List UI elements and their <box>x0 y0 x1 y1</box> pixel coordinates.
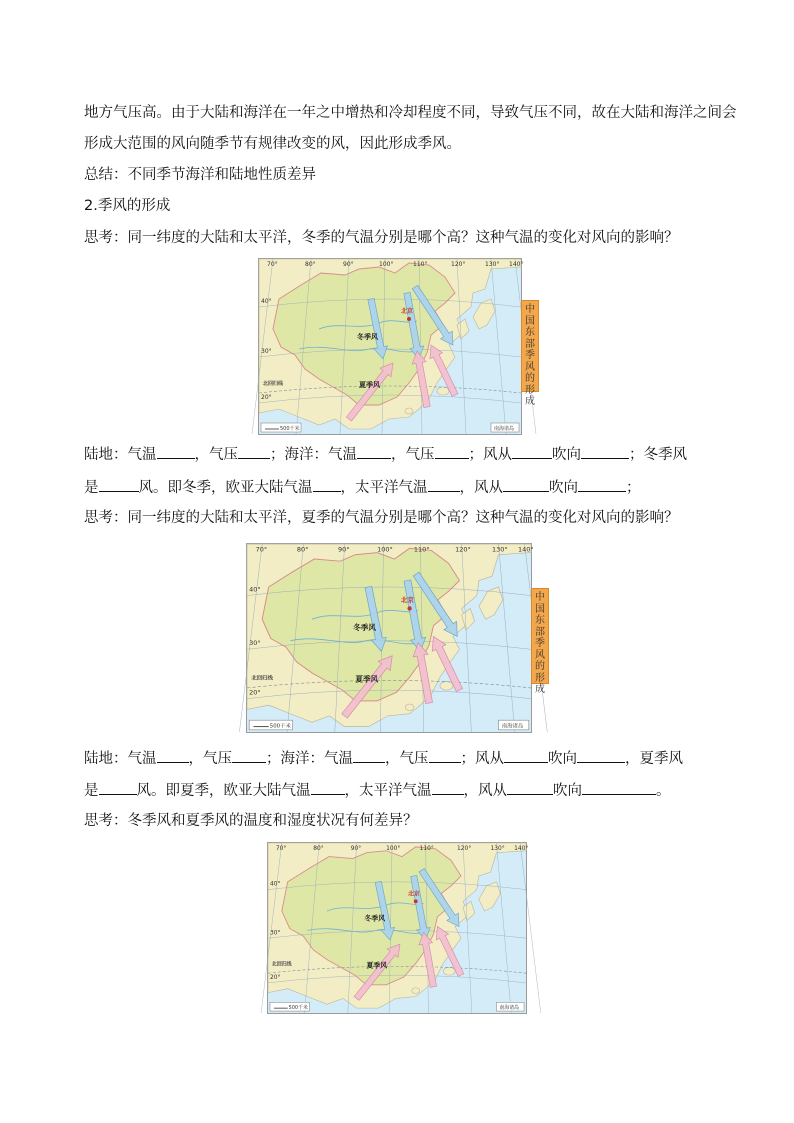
fill-text: ；风从 <box>460 751 504 767</box>
fill-text: ，夏季风 <box>625 751 683 767</box>
beijing-label: 北京 <box>401 308 414 315</box>
answer-blank[interactable] <box>232 747 266 763</box>
longitude-label: 130° <box>491 545 508 554</box>
answer-blank[interactable] <box>581 443 629 459</box>
answer-blank[interactable] <box>429 747 461 763</box>
latitude-label: 30° <box>269 930 281 937</box>
answer-blank[interactable] <box>357 443 391 459</box>
longitude-label: 130° <box>490 845 505 852</box>
fill-text: 陆地：气温 <box>84 751 157 767</box>
question-3-prompt: 思考：冬季风和夏季风的温度和湿度状况有何差异？ <box>84 813 418 829</box>
latitude-label: 40° <box>249 585 261 594</box>
question-1-fill-line-1 <box>84 443 687 465</box>
south-china-sea-inset-label: 南海诸岛 <box>494 426 515 432</box>
latitude-label: 20° <box>269 975 281 981</box>
fill-text: 吹向 <box>549 480 578 496</box>
fill-text: ；海洋：气温 <box>270 447 357 463</box>
longitude-label: 90° <box>343 261 354 268</box>
question-1-prompt: 思考：同一纬度的大陆和太平洋，冬季的气温分别是哪个高？这种气温的变化对风向的影响？ <box>84 230 679 246</box>
longitude-label: 120° <box>451 261 466 268</box>
answer-blank[interactable] <box>507 779 553 795</box>
longitude-label: 140° <box>517 545 534 554</box>
question-2-fill-line-2 <box>84 779 671 801</box>
fill-text: 吹向 <box>553 783 582 799</box>
longitude-label: 70° <box>275 845 287 852</box>
summer-monsoon-label: 夏季风 <box>355 674 379 684</box>
map-side-title-1: 中 国 东 部 季 风 的 形 成 <box>521 300 539 392</box>
latitude-label: 20° <box>261 394 272 401</box>
answer-blank[interactable] <box>99 476 139 492</box>
fill-text: ，气压 <box>391 447 435 463</box>
longitude-label: 70° <box>255 545 268 554</box>
south-china-sea-inset-label: 南海诸岛 <box>501 723 524 730</box>
summer-monsoon-label: 夏季风 <box>359 381 380 389</box>
answer-blank[interactable] <box>99 779 137 795</box>
map-side-title-2: 中 国 东 部 季 风 的 形 成 <box>531 588 549 684</box>
fill-text: ，气压 <box>194 447 238 463</box>
answer-blank[interactable] <box>578 476 626 492</box>
answer-blank[interactable] <box>157 747 189 763</box>
fill-text: ，气压 <box>188 751 232 767</box>
scale-bar-label: 500千米 <box>269 723 291 730</box>
winter-monsoon-label: 冬季风 <box>364 914 386 923</box>
longitude-label: 110° <box>413 261 428 268</box>
fill-text: 陆地：气温 <box>84 447 157 463</box>
paragraph-line-2: 形成大范围的风向随季节有规律改变的风，因此形成季风。 <box>84 136 461 152</box>
answer-blank[interactable] <box>432 779 464 795</box>
answer-blank[interactable] <box>157 443 195 459</box>
longitude-label: 70° <box>267 261 278 268</box>
fill-text: ，风从 <box>459 480 503 496</box>
answer-blank[interactable] <box>313 476 341 492</box>
longitude-label: 140° <box>514 845 529 852</box>
longitude-label: 120° <box>457 845 472 852</box>
fill-text: 是 <box>84 480 99 496</box>
fill-text: ；风从 <box>468 447 512 463</box>
south-china-sea-inset-label: 南海诸岛 <box>499 1005 520 1012</box>
fill-text: 风。即冬季，欧亚大陆气温 <box>138 480 313 496</box>
longitude-label: 80° <box>305 261 316 268</box>
answer-blank[interactable] <box>577 747 625 763</box>
latitude-label: 30° <box>249 639 261 647</box>
summary-text: 总结：不同季节海洋和陆地性质差异 <box>84 167 316 183</box>
fill-text: 吹向 <box>548 751 577 767</box>
longitude-label: 140° <box>509 261 524 268</box>
fill-text: ，气压 <box>385 751 429 767</box>
tropic-of-cancer-label: 北回归线 <box>271 961 292 968</box>
tropic-of-cancer-label: 北回归线 <box>263 381 284 387</box>
answer-blank[interactable] <box>435 443 469 459</box>
fill-text: 风。即夏季，欧亚大陆气温 <box>136 783 311 799</box>
answer-blank[interactable] <box>512 443 552 459</box>
fill-text: ；海洋：气温 <box>266 751 353 767</box>
beijing-label: 北京 <box>407 891 420 898</box>
winter-monsoon-label: 冬季风 <box>357 333 378 341</box>
answer-blank[interactable] <box>504 747 548 763</box>
fill-text: 。 <box>656 783 671 799</box>
fill-text: ；冬季风 <box>629 447 687 463</box>
fill-text: ，太平洋气温 <box>344 783 432 799</box>
fill-text: ，风从 <box>463 783 507 799</box>
question-1-fill-line-2 <box>84 476 641 498</box>
scale-bar-label: 500千米 <box>280 426 300 432</box>
answer-blank[interactable] <box>582 779 656 795</box>
longitude-label: 100° <box>386 845 401 852</box>
longitude-label: 80° <box>296 545 309 554</box>
question-2-prompt: 思考：同一纬度的大陆和太平洋，夏季的气温分别是哪个高？这种气温的变化对风向的影响？ <box>84 510 679 526</box>
longitude-label: 80° <box>313 845 324 852</box>
answer-blank[interactable] <box>238 443 270 459</box>
china-map-svg <box>259 259 524 434</box>
china-map-svg <box>247 544 534 732</box>
longitude-label: 110° <box>413 545 430 554</box>
latitude-label: 40° <box>269 881 281 888</box>
longitude-label: 110° <box>419 845 434 852</box>
latitude-label: 40° <box>261 298 272 305</box>
fill-text: ，太平洋气温 <box>340 480 428 496</box>
monsoon-map-2 <box>246 543 532 733</box>
answer-blank[interactable] <box>503 476 549 492</box>
china-map-svg <box>268 843 529 1013</box>
beijing-label: 北京 <box>400 596 414 605</box>
fill-text: 是 <box>84 783 99 799</box>
answer-blank[interactable] <box>353 747 385 763</box>
monsoon-map-1 <box>258 258 522 435</box>
longitude-label: 100° <box>379 261 394 268</box>
fill-text: 吹向 <box>552 447 581 463</box>
answer-blank[interactable] <box>311 779 345 795</box>
answer-blank[interactable] <box>428 476 460 492</box>
section-title: 2.季风的形成 <box>84 198 171 214</box>
scale-bar-label: 500千米 <box>288 1005 308 1012</box>
latitude-label: 20° <box>249 688 261 697</box>
longitude-label: 130° <box>485 261 500 268</box>
longitude-label: 100° <box>377 545 393 554</box>
paragraph-line-1: 地方气压高。由于大陆和海洋在一年之中增热和冷却程度不同，导致气压不同，故在大陆和海洋之间会 <box>84 105 737 121</box>
question-2-fill-line-1 <box>84 747 683 769</box>
summer-monsoon-label: 夏季风 <box>366 961 388 970</box>
fill-text: ； <box>626 480 641 496</box>
tropic-of-cancer-label: 北回归线 <box>251 675 273 682</box>
longitude-label: 90° <box>350 845 362 852</box>
winter-monsoon-label: 冬季风 <box>353 622 376 632</box>
longitude-label: 90° <box>338 545 350 554</box>
longitude-label: 120° <box>455 545 471 554</box>
latitude-label: 30° <box>261 348 272 355</box>
monsoon-map-3 <box>267 842 527 1014</box>
